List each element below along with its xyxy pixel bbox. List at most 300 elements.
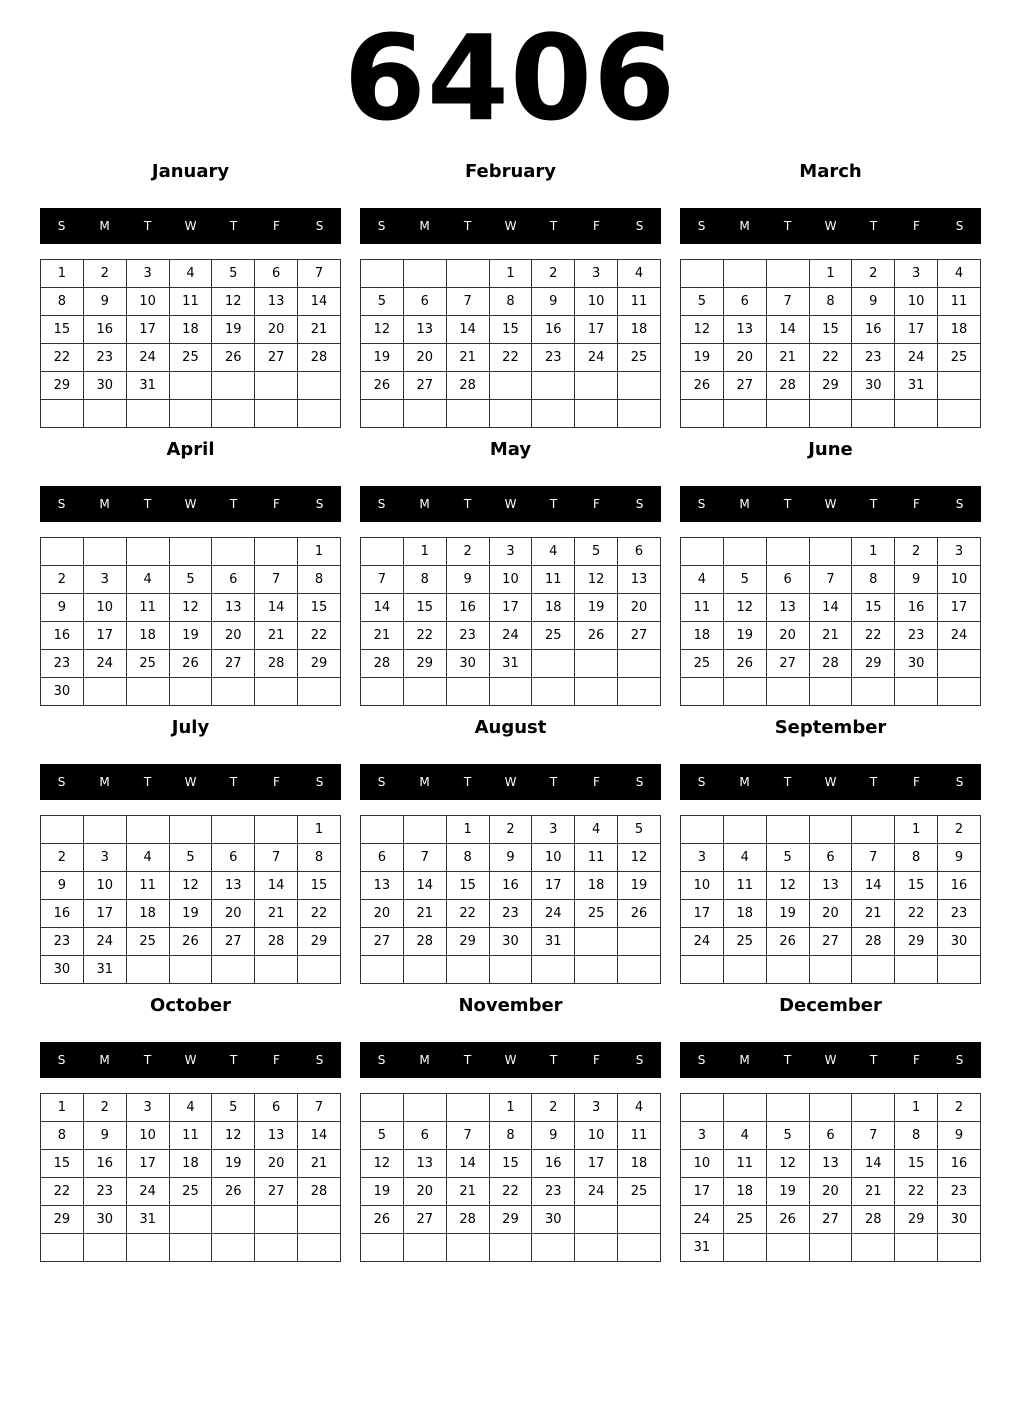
day-cell: 24 — [126, 344, 169, 372]
empty-day-cell — [361, 1094, 404, 1122]
empty-day-cell — [169, 1234, 212, 1262]
weekday-header — [360, 1042, 661, 1078]
empty-day-cell — [255, 372, 298, 400]
empty-day-cell — [298, 400, 341, 428]
day-cell: 6 — [212, 844, 255, 872]
day-cell: 11 — [532, 566, 575, 594]
empty-day-cell — [766, 1234, 809, 1262]
weekday-label: T — [869, 497, 878, 511]
day-cell: 23 — [938, 1178, 981, 1206]
week-row — [361, 872, 661, 900]
day-cell: 14 — [255, 594, 298, 622]
weekday-label: M — [739, 775, 750, 789]
day-cell: 31 — [126, 1206, 169, 1234]
empty-day-cell — [298, 678, 341, 706]
week-row — [681, 816, 981, 844]
day-cell: 19 — [169, 622, 212, 650]
week-row — [361, 1094, 661, 1122]
empty-day-cell — [938, 956, 981, 984]
day-cell: 25 — [723, 1206, 766, 1234]
week-row — [361, 1150, 661, 1178]
weekday-label: W — [504, 775, 517, 789]
day-cell: 1 — [852, 538, 895, 566]
empty-day-cell — [766, 1094, 809, 1122]
empty-day-cell — [618, 372, 661, 400]
week-row — [361, 622, 661, 650]
weekday-label: F — [593, 775, 600, 789]
week-row — [361, 1206, 661, 1234]
day-cell: 14 — [361, 594, 404, 622]
day-cell: 12 — [766, 1150, 809, 1178]
weekday-label: W — [184, 219, 197, 233]
day-cell: 27 — [255, 1178, 298, 1206]
day-cell: 6 — [809, 1122, 852, 1150]
day-cell: 22 — [852, 622, 895, 650]
empty-day-cell — [723, 678, 766, 706]
day-cell: 11 — [681, 594, 724, 622]
day-cell: 18 — [169, 1150, 212, 1178]
weekday-header — [680, 486, 981, 522]
empty-day-cell — [126, 400, 169, 428]
week-row — [681, 344, 981, 372]
day-cell: 25 — [532, 622, 575, 650]
day-cell: 22 — [41, 344, 84, 372]
empty-day-cell — [446, 1094, 489, 1122]
weekday-label: T — [143, 219, 152, 233]
day-cell: 12 — [361, 1150, 404, 1178]
day-cell: 20 — [403, 344, 446, 372]
day-cell: 15 — [852, 594, 895, 622]
empty-day-cell — [766, 260, 809, 288]
day-cell: 24 — [489, 622, 532, 650]
day-cell: 29 — [852, 650, 895, 678]
day-cell: 17 — [126, 316, 169, 344]
weekday-label: T — [783, 497, 792, 511]
day-cell: 22 — [489, 1178, 532, 1206]
empty-day-cell — [169, 400, 212, 428]
month-name: September — [774, 717, 887, 738]
day-cell: 26 — [618, 900, 661, 928]
empty-day-cell — [766, 956, 809, 984]
day-cell: 16 — [83, 316, 126, 344]
week-row — [681, 678, 981, 706]
empty-day-cell — [723, 1234, 766, 1262]
day-cell: 19 — [766, 900, 809, 928]
weekday-label: F — [913, 775, 920, 789]
day-cell: 7 — [852, 1122, 895, 1150]
weekday-header — [40, 208, 341, 244]
weekday-label: S — [955, 497, 964, 511]
day-cell: 25 — [618, 344, 661, 372]
day-cell: 28 — [766, 372, 809, 400]
day-cell: 22 — [489, 344, 532, 372]
empty-day-cell — [938, 1234, 981, 1262]
week-row — [681, 1206, 981, 1234]
day-cell: 26 — [723, 650, 766, 678]
week-row — [41, 260, 341, 288]
day-cell: 18 — [618, 1150, 661, 1178]
weekday-label: S — [315, 1053, 324, 1067]
day-cell: 15 — [403, 594, 446, 622]
day-cell: 14 — [766, 316, 809, 344]
week-row — [361, 928, 661, 956]
day-cell: 10 — [83, 594, 126, 622]
empty-day-cell — [446, 400, 489, 428]
day-cell: 23 — [41, 928, 84, 956]
day-cell: 17 — [681, 900, 724, 928]
month-february — [360, 156, 661, 393]
day-cell: 28 — [446, 372, 489, 400]
empty-day-cell — [169, 538, 212, 566]
day-cell: 16 — [489, 872, 532, 900]
empty-day-cell — [83, 678, 126, 706]
empty-day-cell — [403, 1094, 446, 1122]
day-cell: 22 — [298, 900, 341, 928]
day-cell: 4 — [169, 1094, 212, 1122]
day-cell: 21 — [403, 900, 446, 928]
day-cell: 22 — [446, 900, 489, 928]
day-cell: 30 — [489, 928, 532, 956]
day-cell: 14 — [403, 872, 446, 900]
day-cell: 19 — [681, 344, 724, 372]
empty-day-cell — [681, 538, 724, 566]
day-cell: 10 — [83, 872, 126, 900]
month-november — [360, 990, 661, 1227]
empty-day-cell — [532, 1234, 575, 1262]
day-cell: 22 — [809, 344, 852, 372]
week-row — [361, 1122, 661, 1150]
day-cell: 7 — [766, 288, 809, 316]
month-name: May — [489, 439, 532, 460]
day-cell: 8 — [895, 844, 938, 872]
day-cell: 26 — [575, 622, 618, 650]
month-name: June — [808, 439, 853, 460]
day-cell: 6 — [766, 566, 809, 594]
day-cell: 30 — [895, 650, 938, 678]
weekday-label: W — [504, 497, 517, 511]
day-cell: 4 — [126, 844, 169, 872]
day-cell: 13 — [403, 316, 446, 344]
month-april — [40, 434, 341, 699]
weekday-label: M — [419, 775, 430, 789]
day-cell: 12 — [361, 316, 404, 344]
day-cell: 18 — [126, 900, 169, 928]
day-cell: 8 — [298, 844, 341, 872]
weekday-label: S — [955, 775, 964, 789]
day-cell: 20 — [809, 900, 852, 928]
empty-day-cell — [255, 1234, 298, 1262]
empty-day-cell — [212, 372, 255, 400]
weekday-label: T — [229, 497, 238, 511]
empty-day-cell — [126, 956, 169, 984]
day-cell: 2 — [532, 260, 575, 288]
empty-day-cell — [83, 538, 126, 566]
weekday-label: T — [463, 219, 472, 233]
empty-day-cell — [169, 956, 212, 984]
day-cell: 10 — [681, 1150, 724, 1178]
empty-day-cell — [446, 956, 489, 984]
day-cell: 7 — [255, 566, 298, 594]
empty-day-cell — [681, 1094, 724, 1122]
day-cell: 21 — [852, 900, 895, 928]
day-cell: 17 — [83, 622, 126, 650]
week-row — [41, 1150, 341, 1178]
day-cell: 6 — [723, 288, 766, 316]
day-cell: 17 — [938, 594, 981, 622]
day-cell: 26 — [766, 928, 809, 956]
day-cell: 16 — [895, 594, 938, 622]
week-row — [361, 260, 661, 288]
day-cell: 4 — [723, 844, 766, 872]
week-row — [361, 372, 661, 400]
empty-day-cell — [575, 928, 618, 956]
day-cell: 26 — [766, 1206, 809, 1234]
empty-day-cell — [446, 1234, 489, 1262]
weekday-label: W — [184, 775, 197, 789]
day-cell: 28 — [298, 1178, 341, 1206]
day-cell: 9 — [532, 288, 575, 316]
weekday-header — [360, 764, 661, 800]
week-row — [41, 372, 341, 400]
week-row — [361, 844, 661, 872]
day-cell: 18 — [723, 1178, 766, 1206]
day-cell: 23 — [895, 622, 938, 650]
day-cell: 12 — [169, 872, 212, 900]
day-grid — [360, 259, 661, 428]
day-grid — [680, 259, 981, 428]
day-cell: 11 — [618, 288, 661, 316]
day-cell: 22 — [298, 622, 341, 650]
day-cell: 7 — [361, 566, 404, 594]
day-cell: 16 — [938, 1150, 981, 1178]
empty-day-cell — [212, 1234, 255, 1262]
month-august — [360, 712, 661, 949]
day-cell: 15 — [895, 872, 938, 900]
day-cell: 11 — [169, 288, 212, 316]
day-cell: 2 — [41, 566, 84, 594]
weekday-header — [360, 486, 661, 522]
weekday-label: S — [315, 775, 324, 789]
day-cell: 27 — [361, 928, 404, 956]
day-cell: 10 — [938, 566, 981, 594]
day-cell: 2 — [83, 1094, 126, 1122]
day-cell: 2 — [83, 260, 126, 288]
day-cell: 2 — [852, 260, 895, 288]
empty-day-cell — [938, 678, 981, 706]
empty-day-cell — [766, 678, 809, 706]
week-row — [681, 900, 981, 928]
day-cell: 27 — [255, 344, 298, 372]
empty-day-cell — [681, 816, 724, 844]
weekday-label: M — [419, 497, 430, 511]
day-cell: 25 — [575, 900, 618, 928]
weekday-label: S — [57, 219, 66, 233]
empty-day-cell — [446, 678, 489, 706]
day-cell: 14 — [446, 316, 489, 344]
day-cell: 14 — [298, 288, 341, 316]
day-cell: 24 — [575, 1178, 618, 1206]
day-cell: 16 — [532, 316, 575, 344]
day-cell: 4 — [618, 260, 661, 288]
day-cell: 7 — [852, 844, 895, 872]
empty-day-cell — [489, 678, 532, 706]
year-title: 6406 — [343, 9, 677, 147]
day-cell: 20 — [766, 622, 809, 650]
empty-day-cell — [895, 1234, 938, 1262]
week-row — [681, 288, 981, 316]
day-cell: 1 — [403, 538, 446, 566]
day-cell: 3 — [532, 816, 575, 844]
week-row — [681, 1234, 981, 1262]
day-cell: 6 — [255, 260, 298, 288]
empty-day-cell — [575, 650, 618, 678]
weekday-label: W — [184, 1053, 197, 1067]
week-row — [41, 400, 341, 428]
week-row — [41, 316, 341, 344]
empty-day-cell — [723, 538, 766, 566]
day-cell: 18 — [681, 622, 724, 650]
day-grid — [40, 1093, 341, 1262]
weekday-label: M — [99, 1053, 110, 1067]
day-cell: 9 — [446, 566, 489, 594]
day-grid — [40, 815, 341, 984]
weekday-label: M — [99, 775, 110, 789]
weekday-label: S — [697, 775, 706, 789]
day-cell: 28 — [809, 650, 852, 678]
day-cell: 28 — [361, 650, 404, 678]
day-cell: 30 — [532, 1206, 575, 1234]
day-cell: 27 — [766, 650, 809, 678]
empty-day-cell — [361, 1234, 404, 1262]
empty-day-cell — [83, 400, 126, 428]
day-cell: 21 — [361, 622, 404, 650]
empty-day-cell — [766, 816, 809, 844]
weekday-label: S — [377, 1053, 386, 1067]
weekday-label: S — [377, 219, 386, 233]
weekday-label: T — [549, 219, 558, 233]
day-cell: 28 — [446, 1206, 489, 1234]
empty-day-cell — [618, 1234, 661, 1262]
day-cell: 4 — [681, 566, 724, 594]
month-july — [40, 712, 341, 977]
week-row — [41, 900, 341, 928]
week-row — [681, 538, 981, 566]
day-cell: 7 — [298, 260, 341, 288]
empty-day-cell — [618, 928, 661, 956]
weekday-label: F — [593, 1053, 600, 1067]
day-cell: 9 — [83, 288, 126, 316]
weekday-label: W — [504, 219, 517, 233]
day-cell: 31 — [895, 372, 938, 400]
weekday-label: T — [549, 1053, 558, 1067]
day-cell: 18 — [938, 316, 981, 344]
weekday-header — [680, 764, 981, 800]
day-cell: 13 — [618, 566, 661, 594]
empty-day-cell — [212, 400, 255, 428]
day-cell: 5 — [618, 816, 661, 844]
month-december — [680, 990, 981, 1255]
day-cell: 9 — [83, 1122, 126, 1150]
day-cell: 14 — [255, 872, 298, 900]
week-row — [681, 594, 981, 622]
day-cell: 23 — [83, 1178, 126, 1206]
week-row — [681, 260, 981, 288]
empty-day-cell — [723, 400, 766, 428]
empty-day-cell — [41, 816, 84, 844]
empty-day-cell — [489, 956, 532, 984]
empty-day-cell — [255, 956, 298, 984]
day-cell: 29 — [446, 928, 489, 956]
day-cell: 12 — [618, 844, 661, 872]
day-cell: 3 — [681, 1122, 724, 1150]
empty-day-cell — [766, 400, 809, 428]
day-cell: 15 — [489, 1150, 532, 1178]
day-cell: 24 — [575, 344, 618, 372]
empty-day-cell — [532, 956, 575, 984]
weekday-label: M — [739, 497, 750, 511]
day-cell: 9 — [938, 1122, 981, 1150]
month-name: December — [779, 995, 882, 1016]
day-cell: 31 — [681, 1234, 724, 1262]
empty-day-cell — [126, 816, 169, 844]
day-cell: 14 — [446, 1150, 489, 1178]
day-cell: 12 — [723, 594, 766, 622]
empty-day-cell — [361, 956, 404, 984]
day-cell: 27 — [403, 372, 446, 400]
day-cell: 24 — [83, 650, 126, 678]
day-cell: 17 — [532, 872, 575, 900]
day-cell: 21 — [852, 1178, 895, 1206]
day-cell: 5 — [169, 566, 212, 594]
empty-day-cell — [255, 678, 298, 706]
weekday-label: S — [315, 219, 324, 233]
day-cell: 5 — [681, 288, 724, 316]
weekday-label: F — [273, 497, 280, 511]
day-cell: 23 — [938, 900, 981, 928]
day-cell: 31 — [532, 928, 575, 956]
empty-day-cell — [298, 372, 341, 400]
week-row — [681, 1178, 981, 1206]
day-cell: 19 — [361, 344, 404, 372]
day-cell: 22 — [403, 622, 446, 650]
week-row — [361, 538, 661, 566]
day-cell: 11 — [723, 872, 766, 900]
day-cell: 12 — [212, 1122, 255, 1150]
week-row — [681, 1122, 981, 1150]
weekday-label: S — [635, 497, 644, 511]
day-cell: 8 — [895, 1122, 938, 1150]
day-cell: 29 — [403, 650, 446, 678]
day-cell: 16 — [852, 316, 895, 344]
day-cell: 27 — [212, 650, 255, 678]
day-cell: 31 — [489, 650, 532, 678]
empty-day-cell — [723, 816, 766, 844]
day-cell: 3 — [575, 260, 618, 288]
month-january — [40, 156, 341, 393]
day-cell: 11 — [575, 844, 618, 872]
day-cell: 19 — [361, 1178, 404, 1206]
empty-day-cell — [809, 956, 852, 984]
day-cell: 5 — [212, 260, 255, 288]
weekday-label: T — [549, 497, 558, 511]
day-cell: 10 — [575, 288, 618, 316]
day-cell: 18 — [618, 316, 661, 344]
day-cell: 21 — [255, 622, 298, 650]
day-cell: 17 — [895, 316, 938, 344]
day-cell: 16 — [41, 622, 84, 650]
day-cell: 23 — [852, 344, 895, 372]
empty-day-cell — [298, 1234, 341, 1262]
